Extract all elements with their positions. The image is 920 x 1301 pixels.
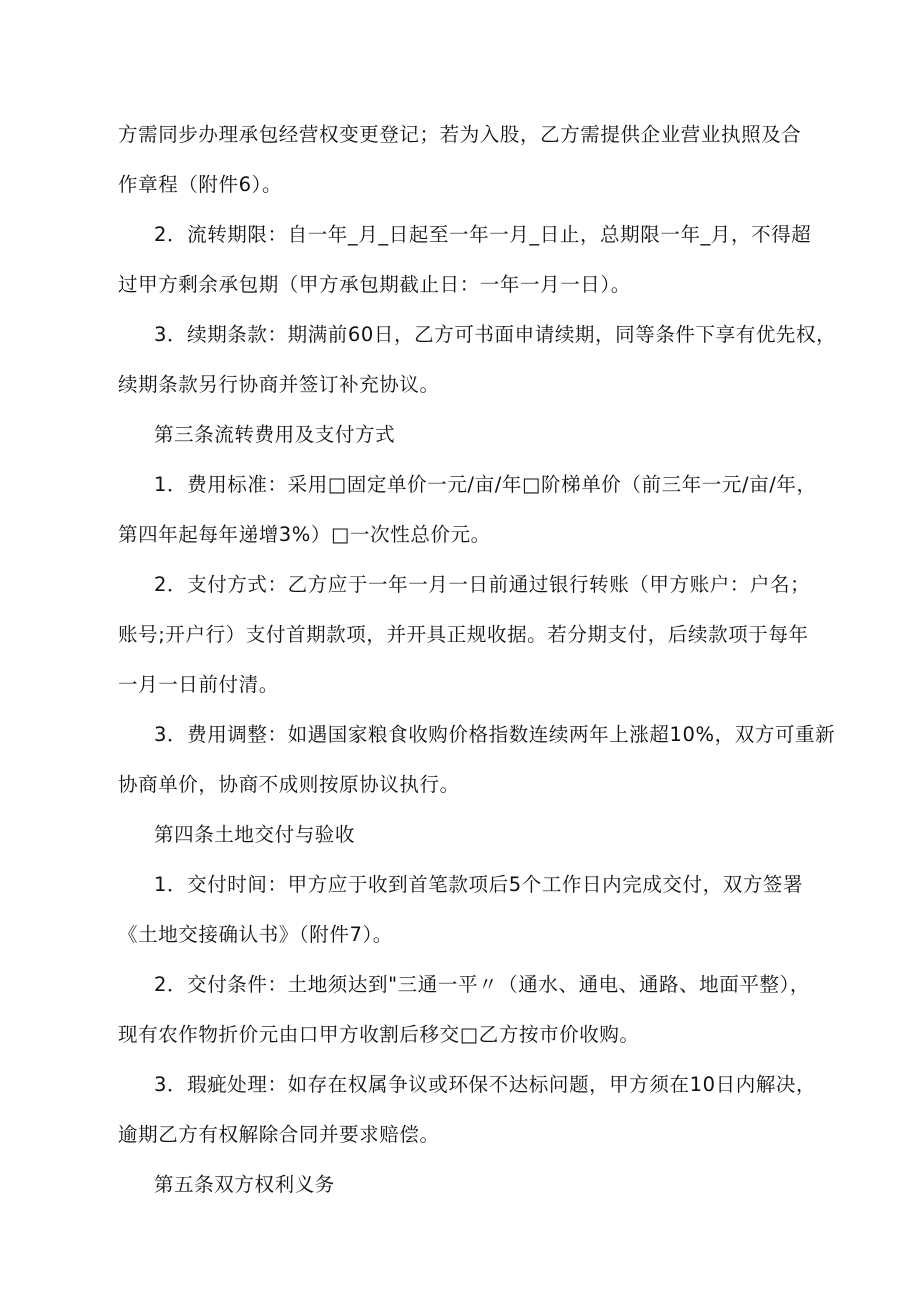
clause-item: 1．费用标准：采用□固定单价一元/亩/年□阶梯单价（前三年一元/亩/年，: [154, 473, 817, 496]
document-body: [118, 110, 837, 1210]
clause-item: 1．交付时间：甲方应于收到首笔款项后5个工作日内完成交付，双方签署: [154, 873, 804, 896]
clause-item: 3．续期条款：期满前60日，乙方可书面申请续期，同等条件下享有优先权，: [154, 323, 837, 346]
text-line: 协商单价，协商不成则按原协议执行。: [118, 773, 460, 796]
clause-item: 2．流转期限：自一年_月_日起至一年一月_日止，总期限一年_月，不得超: [154, 223, 812, 246]
text-line: 过甲方剩余承包期（甲方承包期截止日：一年一月一日）。: [118, 273, 631, 296]
text-line: 方需同步办理承包经营权变更登记；若为入股，乙方需提供企业营业执照及合: [118, 123, 802, 146]
clause-item: 2．支付方式：乙方应于一年一月一日前通过银行转账（甲方账户：户名；: [154, 573, 811, 596]
text-line: 《土地交接确认书》（附件7）。: [118, 923, 393, 946]
text-line: 第四年起每年递增3%）□一次性总价元。: [118, 523, 491, 546]
article-heading: 第三条流转费用及支付方式: [154, 423, 396, 446]
clause-item: 2．交付条件：土地须达到"三通一平〃（通水、通电、通路、地面平整），: [154, 973, 811, 996]
article-heading: 第五条双方权利义务: [154, 1173, 335, 1196]
clause-item: 3．费用调整：如遇国家粮食收购价格指数连续两年上涨超10%，双方可重新: [154, 723, 836, 746]
text-line: 续期条款另行协商并签订补充协议。: [118, 373, 440, 396]
text-line: 逾期乙方有权解除合同并要求赔偿。: [118, 1123, 440, 1146]
text-line: 作章程（附件6）。: [118, 173, 283, 196]
text-line: 账号;开户行）支付首期款项，并开具正规收据。若分期支付，后续款项于每年: [118, 623, 809, 646]
text-line: 现有农作物折价元由口甲方收割后移交□乙方按市价收购。: [118, 1023, 640, 1046]
text-line: 一月一日前付清。: [118, 673, 279, 696]
clause-item: 3．瑕疵处理：如存在权属争议或环保不达标问题，甲方须在10日内解决，: [154, 1073, 817, 1096]
article-heading: 第四条土地交付与验收: [154, 823, 356, 846]
